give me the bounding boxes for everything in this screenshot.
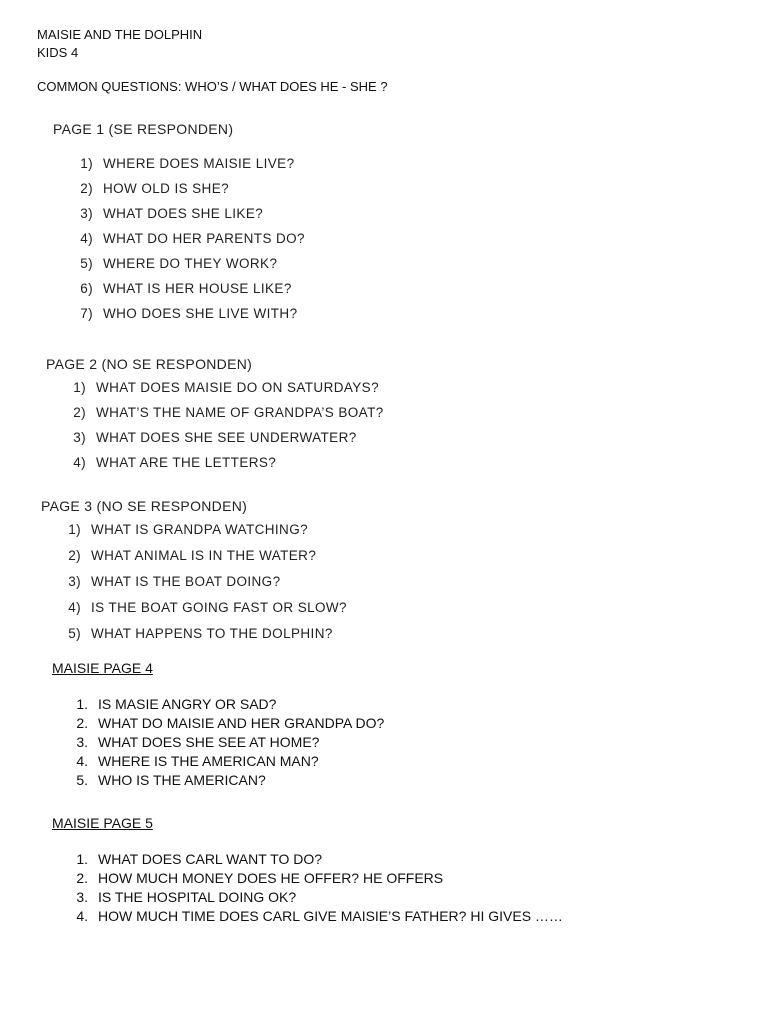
question-number: 6) — [80, 281, 93, 296]
question-list — [72, 380, 384, 480]
question-text: WHAT IS HER HOUSE LIKE? — [103, 281, 292, 296]
question-item — [79, 281, 305, 306]
question-text: IS THE HOSPITAL DOING OK? — [98, 889, 297, 905]
question-text: WHERE DOES MAISIE LIVE? — [103, 156, 295, 171]
question-number: 3. — [76, 889, 88, 905]
question-item — [67, 574, 347, 600]
question-number: 3) — [73, 430, 86, 445]
question-item — [72, 734, 384, 753]
question-item — [67, 522, 347, 548]
question-item — [79, 181, 305, 206]
question-text: WHAT’S THE NAME OF GRANDPA’S BOAT? — [96, 405, 384, 420]
question-number: 2) — [68, 548, 81, 563]
question-text: WHAT ANIMAL IS IN THE WATER? — [91, 548, 317, 563]
common-questions-heading: COMMON QUESTIONS: WHO’S / WHAT DOES HE - SHE ? — [37, 79, 388, 94]
question-text: WHO DOES SHE LIVE WITH? — [103, 306, 298, 321]
question-text: WHO IS THE AMERICAN? — [98, 772, 266, 788]
section-title: PAGE 1 (SE RESPONDEN) — [53, 121, 234, 137]
question-number: 3) — [80, 206, 93, 221]
question-number: 4. — [76, 753, 88, 769]
question-text: WHAT DOES SHE SEE UNDERWATER? — [96, 430, 357, 445]
question-item — [67, 600, 347, 626]
header-spacer — [37, 62, 388, 78]
question-item — [67, 548, 347, 574]
question-number: 5) — [68, 626, 81, 641]
question-text: WHAT IS THE BOAT DOING? — [91, 574, 281, 589]
section-page-3 — [41, 498, 347, 652]
question-item — [72, 696, 384, 715]
question-item — [72, 455, 384, 480]
question-list — [67, 522, 347, 652]
section-title: PAGE 3 (NO SE RESPONDEN) — [41, 498, 248, 514]
document-title: MAISIE AND THE DOLPHIN — [37, 27, 203, 42]
section-title: MAISIE PAGE 5 — [52, 815, 153, 831]
question-number: 4. — [76, 908, 88, 924]
question-item — [79, 306, 305, 331]
question-item — [72, 851, 563, 870]
question-text: WHAT DO MAISIE AND HER GRANDPA DO? — [98, 715, 385, 731]
question-text: WHAT ARE THE LETTERS? — [96, 455, 277, 470]
question-number: 4) — [73, 455, 86, 470]
question-text: WHAT IS GRANDPA WATCHING? — [91, 522, 309, 537]
question-item — [79, 231, 305, 256]
question-item — [72, 405, 384, 430]
question-text: WHAT DOES CARL WANT TO DO? — [98, 851, 323, 867]
document-header — [37, 26, 388, 96]
question-text: HOW OLD IS SHE? — [103, 181, 230, 196]
question-text: WHAT DO HER PARENTS DO? — [103, 231, 305, 246]
question-number: 1. — [76, 696, 88, 712]
question-text: WHAT DOES SHE SEE AT HOME? — [98, 734, 320, 750]
question-text: HOW MUCH MONEY DOES HE OFFER? HE OFFERS — [98, 870, 444, 886]
section-page-2 — [46, 356, 384, 480]
question-number: 2. — [76, 870, 88, 886]
question-text: WHAT DOES MAISIE DO ON SATURDAYS? — [96, 380, 379, 395]
question-number: 1. — [76, 851, 88, 867]
question-text: WHERE DO THEY WORK? — [103, 256, 278, 271]
question-number: 2) — [73, 405, 86, 420]
question-number: 1) — [73, 380, 86, 395]
question-number: 1) — [68, 522, 81, 537]
question-number: 4) — [80, 231, 93, 246]
question-item — [72, 870, 563, 889]
question-item — [79, 256, 305, 281]
question-item — [72, 753, 384, 772]
question-item — [72, 772, 384, 791]
question-number: 4) — [68, 600, 81, 615]
question-number: 3. — [76, 734, 88, 750]
question-item — [72, 908, 563, 927]
question-text: HOW MUCH TIME DOES CARL GIVE MAISIE’S FATHER? HI GIVES …… — [98, 908, 563, 924]
question-item — [79, 206, 305, 231]
question-item — [72, 715, 384, 734]
question-item — [72, 380, 384, 405]
question-number: 5) — [80, 256, 93, 271]
section-title: MAISIE PAGE 4 — [52, 660, 153, 676]
question-number: 7) — [80, 306, 93, 321]
question-item — [72, 889, 563, 908]
question-item — [79, 156, 305, 181]
question-number: 5. — [76, 772, 88, 788]
question-list — [79, 156, 305, 331]
question-list — [72, 696, 384, 791]
section-page-1 — [53, 121, 305, 331]
level-label: KIDS 4 — [37, 45, 79, 60]
question-item — [67, 626, 347, 652]
section-maisie-page-5 — [52, 815, 563, 927]
question-list — [72, 851, 563, 927]
section-title: PAGE 2 (NO SE RESPONDEN) — [46, 356, 253, 372]
question-text: WHERE IS THE AMERICAN MAN? — [98, 753, 319, 769]
question-number: 2) — [80, 181, 93, 196]
question-number: 1) — [80, 156, 93, 171]
question-text: IS THE BOAT GOING FAST OR SLOW? — [91, 600, 347, 615]
question-item — [72, 430, 384, 455]
section-maisie-page-4 — [52, 660, 384, 791]
question-text: WHAT HAPPENS TO THE DOLPHIN? — [91, 626, 333, 641]
question-text: WHAT DOES SHE LIKE? — [103, 206, 264, 221]
question-number: 2. — [76, 715, 88, 731]
question-text: IS MASIE ANGRY OR SAD? — [98, 696, 277, 712]
question-number: 3) — [68, 574, 81, 589]
